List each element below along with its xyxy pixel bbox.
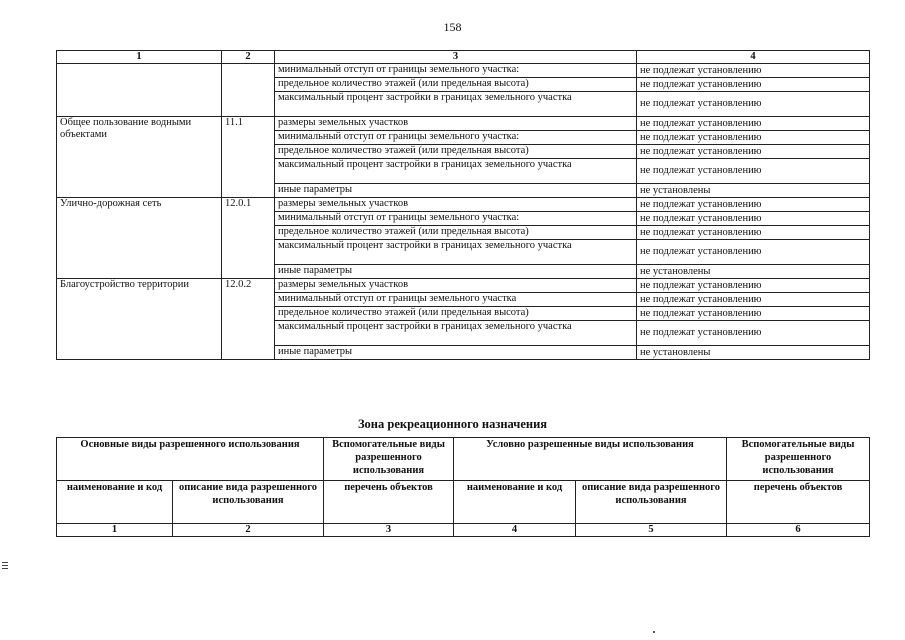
column-number-row [57, 524, 870, 537]
land-use-parameters-table [56, 50, 870, 360]
parameter-value: не подлежат установлению [637, 145, 870, 159]
column-number: 6 [727, 524, 870, 537]
basic-uses-header: Основные виды разрешенного использования [57, 438, 324, 481]
sub-header-row [57, 481, 870, 524]
table-row [57, 117, 870, 131]
parameter-name: предельное количество этажей (или предельная высота) [275, 307, 637, 321]
objects-list-header-2: перечень объектов [727, 481, 870, 524]
column-number: 2 [173, 524, 324, 537]
parameter-value: не установлены [637, 184, 870, 198]
parameter-value: не подлежат установлению [637, 64, 870, 78]
parameter-name: иные параметры [275, 346, 637, 360]
column-number: 3 [324, 524, 454, 537]
parameter-name: иные параметры [275, 184, 637, 198]
page-number: 158 [443, 20, 462, 34]
parameter-value: не подлежат установлению [637, 131, 870, 145]
parameter-name: предельное количество этажей (или предельная высота) [275, 226, 637, 240]
parameter-name: максимальный процент застройки в границах земельного участка [275, 240, 637, 265]
parameter-name: размеры земельных участков [275, 117, 637, 131]
parameter-name: максимальный процент застройки в границах земельного участка [275, 159, 637, 184]
parameter-value: не подлежат установлению [637, 279, 870, 293]
parameter-name: иные параметры [275, 265, 637, 279]
name-code-header: наименование и код [57, 481, 173, 524]
column-header: 2 [222, 51, 275, 64]
table-row [57, 64, 870, 78]
description-header: описание вида разрешенного использования [173, 481, 324, 524]
scan-dot [653, 631, 655, 633]
column-number: 4 [454, 524, 576, 537]
column-number: 5 [576, 524, 727, 537]
parameter-value: не подлежат установлению [637, 117, 870, 131]
parameter-value: не подлежат установлению [637, 307, 870, 321]
conditional-uses-header: Условно разрешенные виды использования [454, 438, 727, 481]
parameter-name: минимальный отступ от границы земельного участка [275, 293, 637, 307]
use-type-name: Улично-дорожная сеть [57, 198, 222, 279]
recreation-zone-table [56, 437, 870, 537]
parameter-name: максимальный процент застройки в границах земельного участка [275, 92, 637, 117]
auxiliary-uses-header-2: Вспомогательные виды разрешенного использования [727, 438, 870, 481]
column-header: 1 [57, 51, 222, 64]
parameter-name: размеры земельных участков [275, 198, 637, 212]
use-type-code [222, 64, 275, 117]
table-row [57, 198, 870, 212]
column-number-row [57, 51, 870, 64]
parameter-value: не подлежат установлению [637, 159, 870, 184]
parameter-value: не подлежат установлению [637, 198, 870, 212]
parameter-value: не подлежат установлению [637, 240, 870, 265]
parameter-name: размеры земельных участков [275, 279, 637, 293]
parameter-value: не подлежат установлению [637, 226, 870, 240]
parameter-value: не установлены [637, 346, 870, 360]
parameter-name: предельное количество этажей (или предельная высота) [275, 78, 637, 92]
parameter-value: не подлежат установлению [637, 293, 870, 307]
parameter-value: не установлены [637, 265, 870, 279]
parameter-value: не подлежат установлению [637, 212, 870, 226]
parameter-value: не подлежат установлению [637, 321, 870, 346]
parameter-name: минимальный отступ от границы земельного участка: [275, 212, 637, 226]
parameter-name: минимальный отступ от границы земельного участка: [275, 131, 637, 145]
objects-list-header: перечень объектов [324, 481, 454, 524]
use-type-name: Общее пользование водными объектами [57, 117, 222, 198]
name-code-header-2: наименование и код [454, 481, 576, 524]
column-header: 3 [275, 51, 637, 64]
column-number: 1 [57, 524, 173, 537]
auxiliary-uses-header: Вспомогательные виды разрешенного использования [324, 438, 454, 481]
parameter-name: минимальный отступ от границы земельного участка: [275, 64, 637, 78]
table-row [57, 279, 870, 293]
use-type-name [57, 64, 222, 117]
parameter-value: не подлежат установлению [637, 92, 870, 117]
margin-scan-mark [2, 562, 8, 574]
zone-title: Зона рекреационного назначения [357, 417, 548, 431]
description-header-2: описание вида разрешенного использования [576, 481, 727, 524]
group-header-row [57, 438, 870, 481]
use-type-code: 12.0.1 [222, 198, 275, 279]
parameter-name: максимальный процент застройки в границах земельного участка [275, 321, 637, 346]
column-header: 4 [637, 51, 870, 64]
use-type-code: 11.1 [222, 117, 275, 198]
use-type-name: Благоустройство территории [57, 279, 222, 360]
parameter-value: не подлежат установлению [637, 78, 870, 92]
parameter-name: предельное количество этажей (или предельная высота) [275, 145, 637, 159]
use-type-code: 12.0.2 [222, 279, 275, 360]
